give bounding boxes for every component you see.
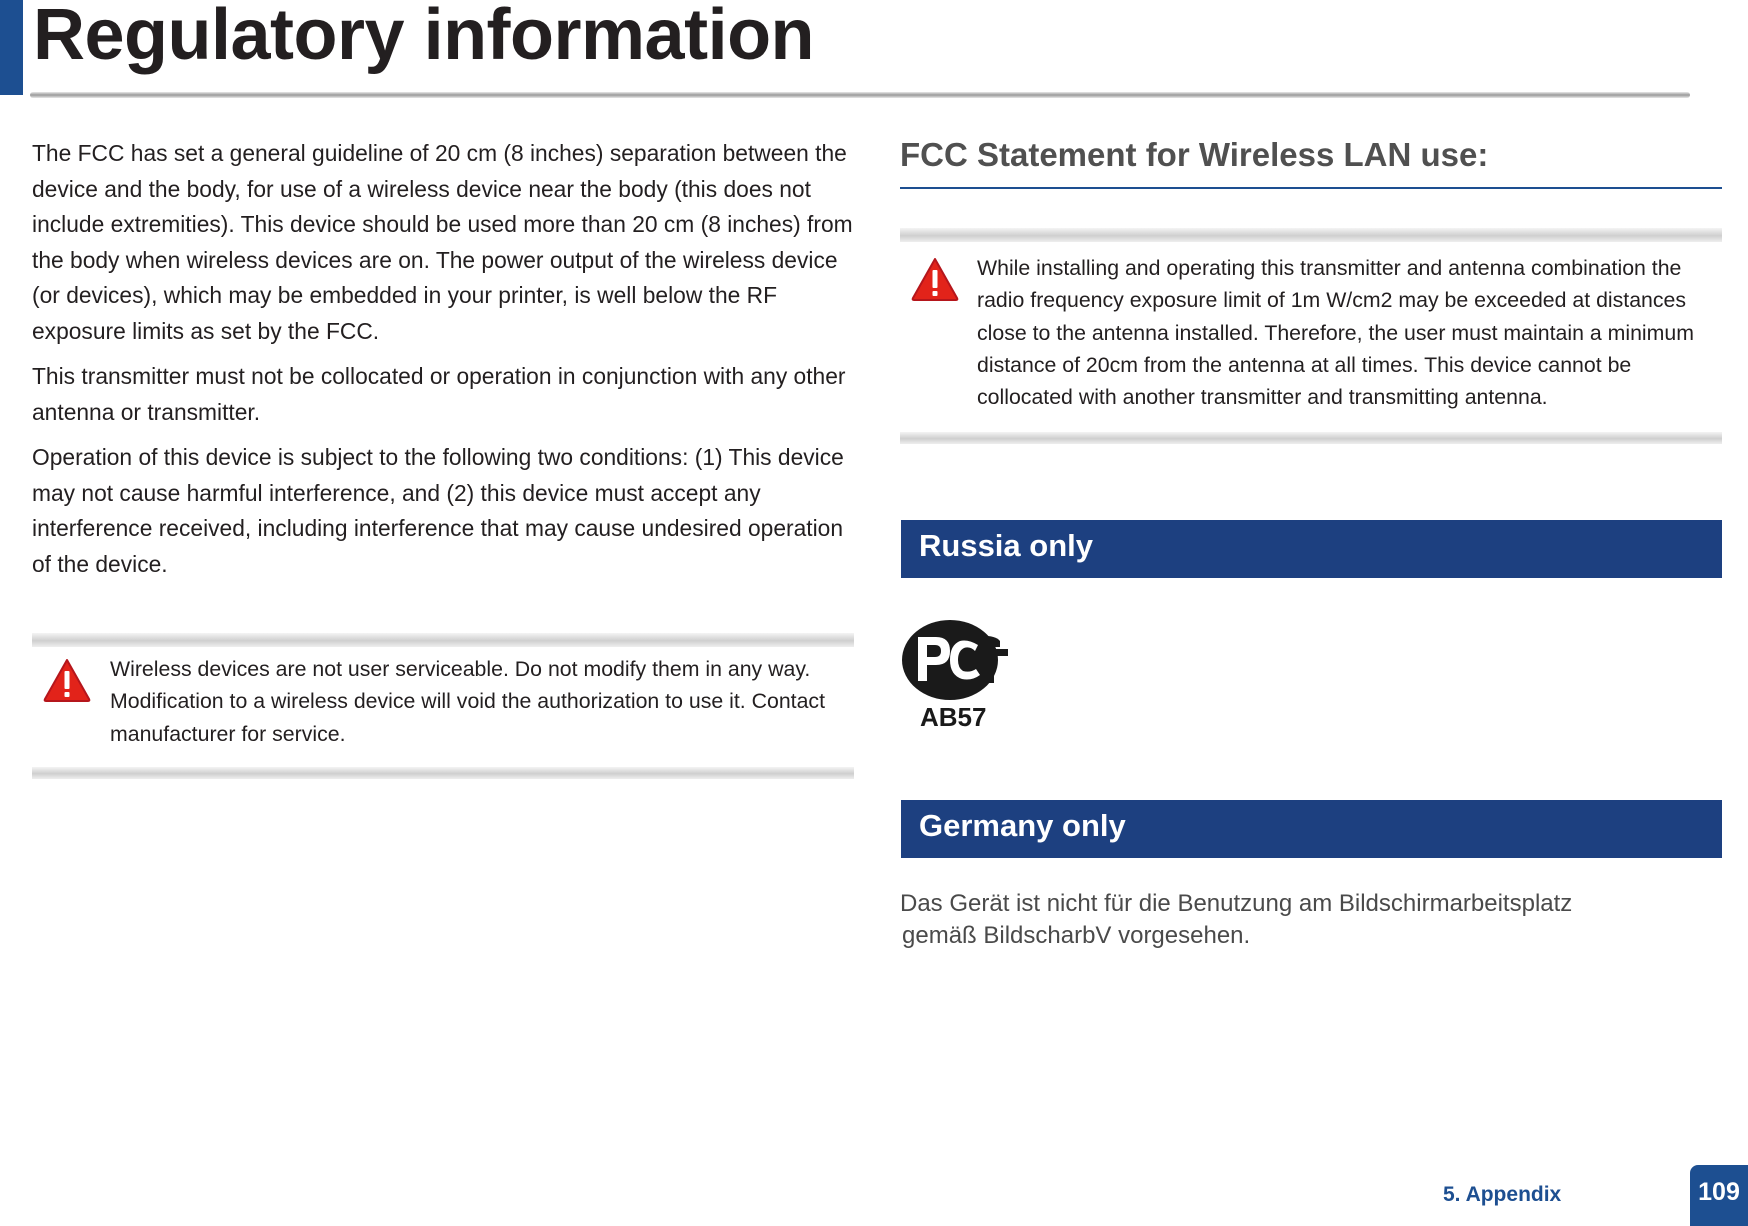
warning-text-fcc-wlan: While installing and operating this transmitter and antenna combination the radio frequency exposure limit of 1m W/cm2 may be exceeded at distances close to the antenna installed. Therefore, the user must maintain a minimum distance of 20cm from the antenna at all times. This device cannot be collocated with another transmitter and transmitting antenna.: [977, 256, 1694, 410]
footer-section-label: 5. Appendix: [1443, 1183, 1562, 1206]
paragraph-collocation: This transmitter must not be collocated or operation in conjunction with any other antenna or transmitter.: [32, 363, 846, 425]
fcc-heading-underline: [900, 187, 1722, 189]
paragraph-conditions: Operation of this device is subject to the following two conditions: (1) This device may not cause harmful interference, and (2) this device must accept any interference received, including interference that may cause undesired operation of the device.: [32, 444, 844, 577]
title-accent-bar: [0, 0, 23, 95]
warning-text-wireless: Wireless devices are not user serviceable. Do not modify them in any way. Modification to a wireless device will void the authorization to use it. Contact manufacturer for service.: [110, 657, 825, 746]
title-divider: [30, 92, 1690, 98]
section-header-germany: [901, 800, 1722, 858]
note-bottom-rule: [32, 767, 854, 779]
warning-note-wireless: [32, 633, 854, 779]
note-top-rule: [32, 633, 854, 647]
fcc-wlan-heading: FCC Statement for Wireless LAN use:: [900, 136, 1489, 173]
section-title-germany: Germany only: [919, 808, 1126, 843]
page-title: Regulatory information: [33, 0, 815, 75]
warning-icon: [42, 657, 92, 703]
page-number: 109: [1698, 1178, 1740, 1206]
certification-code: AB57: [920, 702, 987, 732]
germany-statement: [900, 888, 1572, 952]
germany-statement-line-2: gemäß BildscharbV vorgesehen.: [902, 922, 1251, 949]
germany-statement-line-1: Das Gerät ist nicht für die Benutzung am Bildschirmarbeitsplatz: [900, 890, 1573, 917]
section-title-russia: Russia only: [919, 528, 1093, 563]
gost-r-certification-mark: [900, 615, 1020, 735]
warning-note-fcc-wlan: [900, 228, 1722, 444]
section-header-russia: [901, 520, 1722, 578]
page-number-badge: [1690, 1165, 1748, 1226]
paragraph-fcc-guideline: The FCC has set a general guideline of 20 cm (8 inches) separation between the device and the body, for use of a wireless device near the body (this does not include extremities). This device should be used more than 20 cm (8 inches) from the body when wireless devices are on. The power output of the wireless device (or devices), which may be embedded in your printer, is well below the RF exposure limits as set by the FCC.: [32, 140, 853, 344]
left-column: [32, 136, 854, 592]
note-bottom-rule: [900, 432, 1722, 444]
note-top-rule: [900, 228, 1722, 242]
warning-icon: [910, 256, 960, 302]
